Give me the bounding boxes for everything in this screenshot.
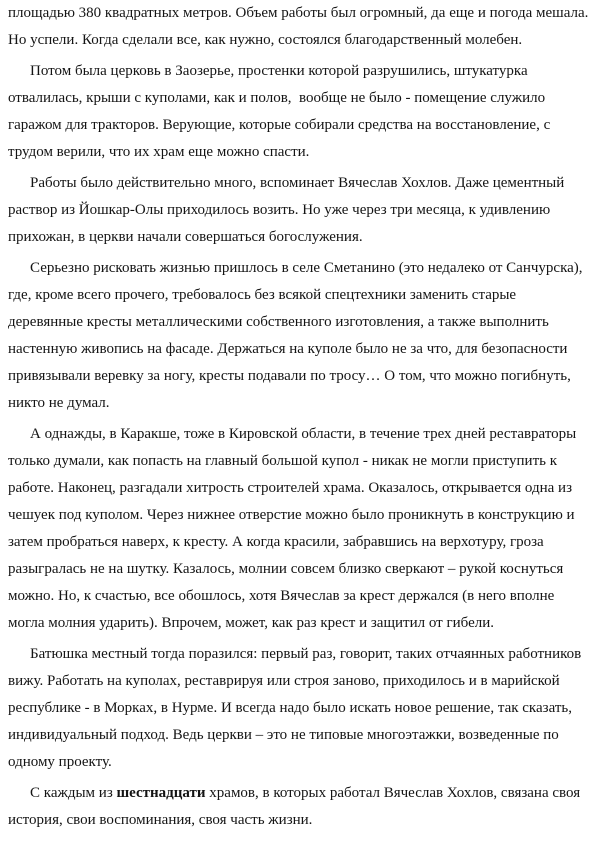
text-line: гаражом для тракторов. Верующие, которые собирали средства на восстановление, с: [8, 117, 551, 133]
text-line: А однажды, в Каракше, тоже в Кировской области, в течение трех дней реставраторы: [30, 426, 577, 442]
text-line: Но успели. Когда сделали все, как нужно, состоялся благодарственный молебен.: [8, 32, 523, 48]
text-line: привязывали веревку за ногу, кресты подавали по тросу… О том, что можно погибнуть,: [8, 368, 571, 384]
text-line: прихожан, в церкви начали совершаться богослужения.: [8, 229, 363, 245]
text-line: никто не думал.: [8, 395, 110, 411]
text-line: Работы было действительно много, вспоминает Вячеслав Хохлов. Даже цементный: [30, 175, 565, 191]
text-line: деревянные кресты металлическими собственного изготовления, а также выполнить: [8, 314, 549, 330]
text-run: храмов, в которых работал Вячеслав Хохлов, связана своя: [205, 785, 581, 801]
text-line: настенную живопись на фасаде. Держаться на куполе было не за что, для безопасности: [8, 341, 568, 357]
text-line: можно. Но, к счастью, все обошлось, хотя Вячеслав за крест держался (в него вполне: [8, 588, 555, 604]
text-line: площадью 380 квадратных метров. Объем работы был огромный, да еще и погода мешала.: [8, 5, 589, 21]
text-line: могла молния ударить). Впрочем, может, как раз крест и защитил от гибели.: [8, 615, 494, 631]
text-line: Батюшка местный тогда поразился: первый раз, говорит, таких отчаянных работников: [30, 646, 582, 662]
text-line: история, свои воспоминания, своя часть жизни.: [8, 812, 313, 828]
text-line: отвалилась, крыши с куполами, как и полов, вообще не было - помещение служило: [8, 90, 546, 106]
text-line: Серьезно рисковать жизнью пришлось в селе Сметанино (это недалеко от Санчурска),: [30, 260, 583, 276]
text-line: чешуек под куполом. Через нижнее отверстие можно было проникнуть в конструкцию и: [8, 507, 575, 523]
text-line: разыгралась не на шутку. Казалось, молнии совсем близко сверкают – рукой коснуться: [8, 561, 564, 577]
text-line: работе. Наконец, разгадали хитрость строителей храма. Оказалось, открывается одна из: [8, 480, 572, 496]
text-line: индивидуальный подход. Ведь церкви – это не типовые многоэтажки, возведенные по: [8, 727, 559, 743]
bold-word: шестнадцати: [116, 785, 206, 801]
text-line: республике - в Морках, в Нурме. И всегда надо было искать новое решение, так сказать,: [8, 700, 572, 716]
text-line: вижу. Работать на куполах, реставрируя или строя заново, приходилось и в марийской: [8, 673, 560, 689]
text-line: Потом была церковь в Заозерье, простенки которой разрушились, штукатурка: [30, 63, 528, 79]
text-line-with-emphasis: [30, 780, 580, 807]
text-line: только думали, как попасть на главный большой купол - никак не могли приступить к: [8, 453, 558, 469]
text-line: затем пробраться наверх, к кресту. А когда красили, забравшись на верхотуру, гроза: [8, 534, 544, 550]
text-line: одному проекту.: [8, 754, 112, 770]
text-line: раствор из Йошкар-Олы приходилось возить. Но уже через три месяца, к удивлению: [8, 202, 551, 218]
text-run: С каждым из: [30, 785, 117, 801]
text-line: где, кроме всего прочего, требовалось без всякой спецтехники заменить старые: [8, 287, 517, 303]
text-line: трудом верили, что их храм еще можно спасти.: [8, 144, 310, 160]
